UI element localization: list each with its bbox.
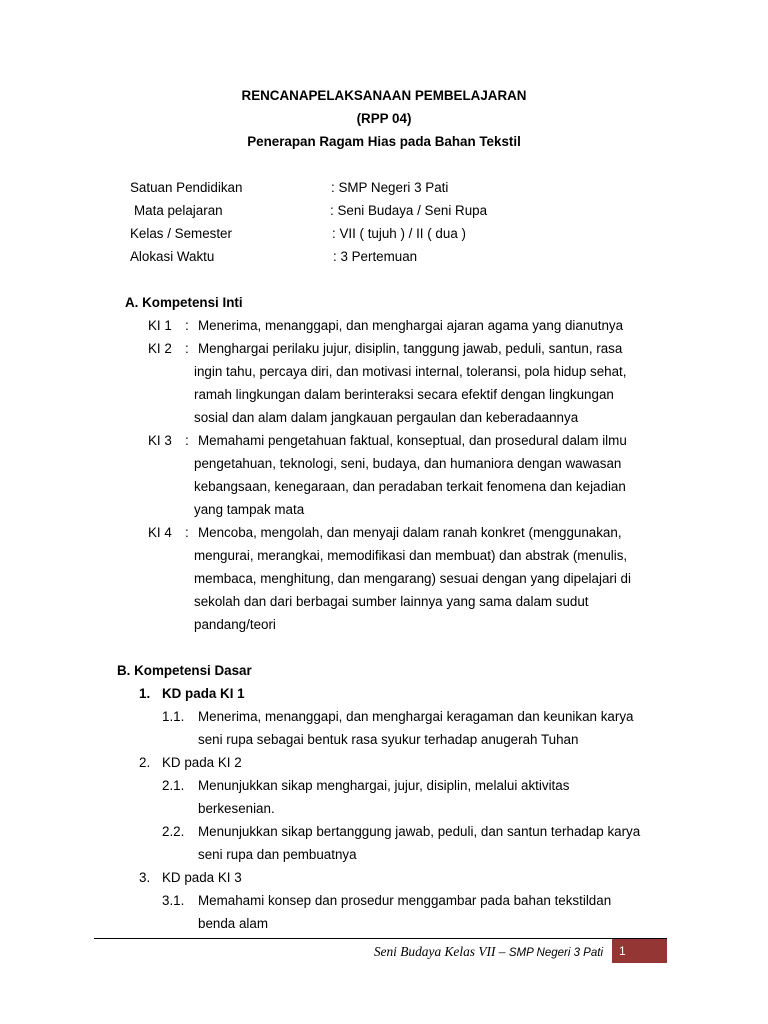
kd-item-number: 2.2. xyxy=(162,824,185,839)
ki-line: Menerima, menanggapi, dan menghargai ajaran agama yang dianutnya xyxy=(198,318,624,333)
ki-line: kebangsaan, kenegaraan, dan peradaban terkait fenomena dan kejadian xyxy=(194,479,626,494)
ki-line: sekolah dan dari berbagai sumber lainnya yang sama dalam sudut xyxy=(194,594,589,609)
footer-school: SMP Negeri 3 Pati xyxy=(508,947,603,959)
ki-line: ingin tahu, percaya diri, dan motivasi internal, toleransi, pola hidup sehat, xyxy=(194,364,627,379)
identity-value: : 3 Pertemuan xyxy=(333,249,418,264)
kd-group-number: 1. xyxy=(139,686,151,701)
kd-line: Memahami konsep dan prosedur menggambar pada bahan tekstildan xyxy=(198,893,612,908)
kd-line: seni rupa sebagai bentuk rasa syukur terhadap anugerah Tuhan xyxy=(198,732,579,747)
identity-value: : VII ( tujuh ) / II ( dua ) xyxy=(332,226,466,241)
page-number: 1 xyxy=(612,939,667,963)
ki-separator: : xyxy=(185,341,189,356)
ki-line: pengetahuan, teknologi, seni, budaya, dan humaniora dengan wawasan xyxy=(194,456,622,471)
ki-code: KI 2 xyxy=(148,341,172,356)
kd-group-number: 3. xyxy=(139,870,151,885)
identity-value: : Seni Budaya / Seni Rupa xyxy=(330,203,488,218)
identity-label: Kelas / Semester xyxy=(130,226,232,241)
kd-item-number: 2.1. xyxy=(162,778,185,793)
section-b-heading: B. Kompetensi Dasar xyxy=(117,663,252,678)
kd-item-number: 3.1. xyxy=(162,893,185,908)
kd-line: benda alam xyxy=(198,916,268,931)
kd-group-title: KD pada KI 3 xyxy=(162,870,242,885)
kd-group-number: 2. xyxy=(139,755,151,770)
document-topic: Penerapan Ragam Hias pada Bahan Tekstil xyxy=(247,134,521,149)
kd-line: Menunjukkan sikap menghargai, jujur, disiplin, melalui aktivitas xyxy=(198,778,570,793)
footer-subject: Seni Budaya Kelas VII xyxy=(373,944,496,959)
kd-line: berkesenian. xyxy=(198,801,275,816)
kd-line: seni rupa dan pembuatnya xyxy=(198,847,357,862)
ki-separator: : xyxy=(185,433,189,448)
footer-text xyxy=(300,943,603,962)
ki-code: KI 1 xyxy=(148,318,172,333)
kd-group-title: KD pada KI 2 xyxy=(162,755,242,770)
identity-label: Mata pelajaran xyxy=(134,203,223,218)
identity-label: Alokasi Waktu xyxy=(130,249,215,264)
section-a-heading: A. Kompetensi Inti xyxy=(125,295,243,310)
ki-line: Mencoba, mengolah, dan menyaji dalam ranah konkret (menggunakan, xyxy=(198,525,622,540)
ki-code: KI 4 xyxy=(148,525,172,540)
identity-value: : SMP Negeri 3 Pati xyxy=(331,180,449,195)
document-subtitle: (RPP 04) xyxy=(356,111,412,126)
kd-line: Menunjukkan sikap bertanggung jawab, peduli, dan santun terhadap karya xyxy=(198,824,641,839)
ki-line: Memahami pengetahuan faktual, konseptual, dan prosedural dalam ilmu xyxy=(198,433,627,448)
ki-line: mengurai, merangkai, memodifikasi dan membuat) dan abstrak (menulis, xyxy=(194,548,628,563)
document-title: RENCANAPELAKSANAAN PEMBELAJARAN xyxy=(241,88,527,103)
footer-divider xyxy=(94,938,667,939)
ki-line: membaca, menghitung, dan mengarang) sesuai dengan yang dipelajari di xyxy=(194,571,631,586)
ki-line: ramah lingkungan dalam berinteraksi secara efektif dengan lingkungan xyxy=(194,387,614,402)
ki-line: yang tampak mata xyxy=(194,502,305,517)
ki-line: pandang/teori xyxy=(194,617,276,632)
identity-label: Satuan Pendidikan xyxy=(130,180,243,195)
footer-dash: – xyxy=(495,944,509,959)
kd-line: Menerima, menanggapi, dan menghargai keragaman dan keunikan karya xyxy=(198,709,634,724)
kd-group-title: KD pada KI 1 xyxy=(162,686,245,701)
ki-separator: : xyxy=(185,318,189,333)
ki-line: sosial dan alam dalam jangkauan pergaulan dan keberadaannya xyxy=(194,410,579,425)
ki-code: KI 3 xyxy=(148,433,172,448)
kd-item-number: 1.1. xyxy=(162,709,185,724)
ki-separator: : xyxy=(185,525,189,540)
ki-line: Menghargai perilaku jujur, disiplin, tanggung jawab, peduli, santun, rasa xyxy=(198,341,623,356)
